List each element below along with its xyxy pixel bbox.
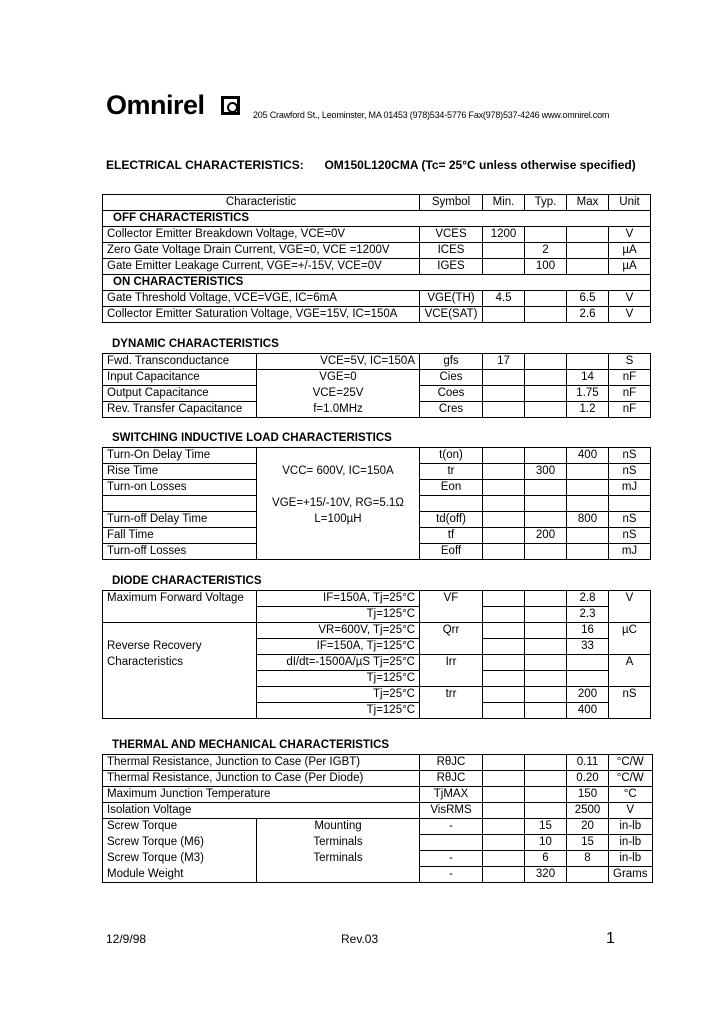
- cell-unit: [609, 671, 651, 687]
- cell-unit: [609, 639, 651, 655]
- cell-typ: [525, 639, 567, 655]
- table-row: [103, 703, 651, 719]
- cell-max: [567, 354, 609, 370]
- cell-typ: [525, 354, 567, 370]
- cell-condition: VGE=0: [257, 370, 420, 386]
- cell-max: [567, 243, 609, 259]
- cell-typ: [525, 607, 567, 623]
- cell-condition: [257, 528, 420, 544]
- cell-condition: Mounting: [257, 819, 420, 835]
- cell-characteristic: Turn-off Losses: [103, 544, 257, 560]
- cell-max: [567, 671, 609, 687]
- cell-characteristic: Collector Emitter Breakdown Voltage, VCE=0V: [103, 227, 420, 243]
- cell-typ: [525, 480, 567, 496]
- cell-symbol: ICES: [420, 243, 483, 259]
- cell-condition: Tj=125°C: [257, 703, 420, 719]
- cell-unit: nF: [609, 402, 651, 418]
- cell-condition: Terminals: [257, 851, 420, 867]
- cell-symbol: [420, 671, 483, 687]
- cell-symbol: tf: [420, 528, 483, 544]
- cell-symbol: Cres: [420, 402, 483, 418]
- cell-max: 2.6: [567, 307, 609, 323]
- cell-min: [483, 755, 525, 771]
- cell-unit: [609, 607, 651, 623]
- heading-condition: (Tc= 25°C unless otherwise specified): [421, 158, 636, 172]
- cell-condition: Tj=25°C: [257, 687, 420, 703]
- cell-min: [483, 803, 525, 819]
- section-title-off: OFF CHARACTERISTICS: [103, 211, 651, 227]
- cell-characteristic: Fwd. Transconductance: [103, 354, 257, 370]
- cell-max: 2.8: [567, 591, 609, 607]
- cell-characteristic: Screw Torque (M6): [103, 835, 257, 851]
- cell-max: 0.11: [567, 755, 609, 771]
- cell-typ: [525, 703, 567, 719]
- cell-symbol: IGES: [420, 259, 483, 275]
- cell-symbol: VF: [420, 591, 483, 607]
- cell-min: [483, 528, 525, 544]
- cell-max: 800: [567, 512, 609, 528]
- spec-table-main: [102, 194, 651, 323]
- cell-typ: [525, 402, 567, 418]
- cell-unit: µA: [609, 259, 651, 275]
- cell-max: [567, 480, 609, 496]
- cell-max: 400: [567, 703, 609, 719]
- table-row: [103, 655, 651, 671]
- cell-typ: [525, 512, 567, 528]
- cell-symbol: Irr: [420, 655, 483, 671]
- cell-unit: V: [609, 291, 651, 307]
- cell-max: [567, 227, 609, 243]
- cell-typ: [525, 671, 567, 687]
- col-characteristic: Characteristic: [103, 195, 420, 211]
- cell-min: [483, 771, 525, 787]
- cell-typ: [525, 755, 567, 771]
- cell-min: [483, 671, 525, 687]
- cell-symbol: [420, 639, 483, 655]
- cell-typ: 200: [525, 528, 567, 544]
- cell-condition: f=1.0MHz: [257, 402, 420, 418]
- spec-table-dynamic: [102, 353, 651, 418]
- cell-condition: IF=150A, Tj=25°C: [257, 591, 420, 607]
- cell-typ: 320: [525, 867, 567, 883]
- page-heading: [106, 158, 636, 172]
- cell-characteristic: [103, 496, 257, 512]
- cell-typ: [525, 655, 567, 671]
- cell-unit: in-lb: [609, 819, 653, 835]
- cell-max: [567, 259, 609, 275]
- omnirel-logo: Omnirel: [106, 90, 205, 120]
- section-title-diode: DIODE CHARACTERISTICS: [112, 575, 262, 587]
- cell-max: 20: [567, 819, 609, 835]
- cell-characteristic: Reverse Recovery: [103, 639, 257, 655]
- cell-characteristic: Collector Emitter Saturation Voltage, VGE=15V, IC=150A: [103, 307, 420, 323]
- cell-min: [483, 386, 525, 402]
- cell-characteristic: Rise Time: [103, 464, 257, 480]
- cell-symbol: trr: [420, 687, 483, 703]
- cell-max: 2500: [567, 803, 609, 819]
- table-row: [103, 819, 653, 835]
- cell-min: [483, 835, 525, 851]
- cell-symbol: RθJC: [420, 771, 483, 787]
- col-max: Max: [567, 195, 609, 211]
- cell-typ: [525, 591, 567, 607]
- cell-unit: nF: [609, 370, 651, 386]
- table-row: [103, 512, 651, 528]
- cell-typ: [525, 386, 567, 402]
- cell-max: 15: [567, 835, 609, 851]
- cell-unit: nS: [609, 528, 651, 544]
- cell-unit: V: [609, 803, 653, 819]
- table-row: [103, 803, 653, 819]
- cell-min: 4.5: [483, 291, 525, 307]
- cell-min: 17: [483, 354, 525, 370]
- section-title-switching: SWITCHING INDUCTIVE LOAD CHARACTERISTICS: [112, 432, 392, 444]
- cell-condition: [257, 480, 420, 496]
- table-row: [103, 787, 653, 803]
- cell-condition: Terminals: [257, 835, 420, 851]
- cell-typ: 15: [525, 819, 567, 835]
- section-row-off: [103, 211, 651, 227]
- cell-characteristic: Turn-On Delay Time: [103, 448, 257, 464]
- table-row: [103, 259, 651, 275]
- cell-typ: [525, 771, 567, 787]
- cell-typ: [525, 787, 567, 803]
- cell-symbol: Coes: [420, 386, 483, 402]
- cell-characteristic: Turn-on Losses: [103, 480, 257, 496]
- cell-condition: VGE=+15/-10V, RG=5.1Ω: [257, 496, 420, 512]
- spec-table-thermal: [102, 754, 653, 883]
- cell-typ: 300: [525, 464, 567, 480]
- cell-characteristic: Maximum Forward Voltage: [103, 591, 257, 607]
- cell-characteristic: [103, 623, 257, 639]
- section-title-dynamic: DYNAMIC CHARACTERISTICS: [112, 338, 279, 350]
- cell-min: [483, 512, 525, 528]
- cell-characteristic: Rev. Transfer Capacitance: [103, 402, 257, 418]
- cell-symbol: [420, 835, 483, 851]
- cell-unit: °C/W: [609, 771, 653, 787]
- cell-characteristic: Gate Threshold Voltage, VCE=VGE, IC=6mA: [103, 291, 420, 307]
- cell-unit: [609, 496, 651, 512]
- table-row: [103, 639, 651, 655]
- cell-characteristic: Zero Gate Voltage Drain Current, VGE=0, VCE =1200V: [103, 243, 420, 259]
- cell-characteristic: Module Weight: [103, 867, 257, 883]
- table-row: [103, 528, 651, 544]
- cell-unit: µC: [609, 623, 651, 639]
- cell-symbol: tr: [420, 464, 483, 480]
- table-row: [103, 386, 651, 402]
- cell-max: 1.75: [567, 386, 609, 402]
- cell-symbol: -: [420, 851, 483, 867]
- cell-symbol: gfs: [420, 354, 483, 370]
- cell-unit: nS: [609, 687, 651, 703]
- cell-min: [483, 496, 525, 512]
- cell-max: [567, 867, 609, 883]
- table-row: [103, 402, 651, 418]
- footer-revision: Rev.03: [341, 932, 379, 946]
- cell-condition: [257, 448, 420, 464]
- cell-typ: 100: [525, 259, 567, 275]
- cell-typ: [525, 448, 567, 464]
- cell-unit: µA: [609, 243, 651, 259]
- cell-max: 16: [567, 623, 609, 639]
- col-min: Min.: [483, 195, 525, 211]
- table-row: [103, 243, 651, 259]
- cell-symbol: td(off): [420, 512, 483, 528]
- cell-max: [567, 496, 609, 512]
- cell-typ: [525, 687, 567, 703]
- cell-unit: V: [609, 307, 651, 323]
- cell-min: [483, 851, 525, 867]
- cell-characteristic: [103, 607, 257, 623]
- cell-characteristic: Turn-off Delay Time: [103, 512, 257, 528]
- cell-symbol: RθJC: [420, 755, 483, 771]
- cell-characteristic: Thermal Resistance, Junction to Case (Per Diode): [103, 771, 420, 787]
- cell-condition: Tj=125°C: [257, 607, 420, 623]
- heading-part-number: OM150L120CMA: [324, 158, 419, 172]
- cell-min: [483, 787, 525, 803]
- company-address: 205 Crawford St., Leominster, MA 01453 (978)534-5776 Fax(978)537-4246 www.omnirel.com: [253, 110, 610, 120]
- table-row: [103, 671, 651, 687]
- cell-min: [483, 448, 525, 464]
- omnirel-logo-icon: [221, 96, 240, 115]
- cell-min: [483, 243, 525, 259]
- cell-condition: VCE=25V: [257, 386, 420, 402]
- cell-typ: [525, 623, 567, 639]
- table-row: [103, 227, 651, 243]
- cell-condition: [257, 867, 420, 883]
- cell-unit: S: [609, 354, 651, 370]
- cell-characteristic: Screw Torque: [103, 819, 257, 835]
- cell-symbol: TjMAX: [420, 787, 483, 803]
- cell-condition: Tj=125°C: [257, 671, 420, 687]
- cell-condition: VCC= 600V, IC=150A: [257, 464, 420, 480]
- table-row: [103, 544, 651, 560]
- cell-unit: in-lb: [609, 835, 653, 851]
- cell-condition: VR=600V, Tj=25°C: [257, 623, 420, 639]
- cell-condition: [257, 544, 420, 560]
- cell-min: [483, 402, 525, 418]
- cell-characteristic: [103, 671, 257, 687]
- cell-symbol: [420, 496, 483, 512]
- cell-min: [483, 703, 525, 719]
- cell-unit: mJ: [609, 544, 651, 560]
- cell-max: [567, 544, 609, 560]
- table-row: [103, 623, 651, 639]
- cell-condition: VCE=5V, IC=150A: [257, 354, 420, 370]
- section-title-on: ON CHARACTERISTICS: [103, 275, 651, 291]
- table-row: [103, 607, 651, 623]
- cell-characteristic: Thermal Resistance, Junction to Case (Per IGBT): [103, 755, 420, 771]
- cell-unit: °C: [609, 787, 653, 803]
- cell-typ: [525, 370, 567, 386]
- table-header-row: [103, 195, 651, 211]
- cell-min: [483, 687, 525, 703]
- cell-symbol: -: [420, 867, 483, 883]
- cell-unit: mJ: [609, 480, 651, 496]
- cell-typ: [525, 496, 567, 512]
- cell-typ: 10: [525, 835, 567, 851]
- cell-characteristic: Output Capacitance: [103, 386, 257, 402]
- spec-table-switching: [102, 447, 651, 560]
- table-row: [103, 851, 653, 867]
- cell-symbol: VCES: [420, 227, 483, 243]
- cell-max: 2.3: [567, 607, 609, 623]
- table-row: [103, 480, 651, 496]
- cell-unit: nS: [609, 512, 651, 528]
- cell-min: [483, 480, 525, 496]
- cell-max: [567, 528, 609, 544]
- cell-typ: [525, 307, 567, 323]
- cell-min: [483, 464, 525, 480]
- cell-characteristic: Maximum Junction Temperature: [103, 787, 420, 803]
- cell-condition: L=100µH: [257, 512, 420, 528]
- cell-symbol: Eoff: [420, 544, 483, 560]
- cell-min: [483, 591, 525, 607]
- table-row: [103, 370, 651, 386]
- table-row: [103, 591, 651, 607]
- cell-min: [483, 655, 525, 671]
- cell-unit: °C/W: [609, 755, 653, 771]
- cell-symbol: [420, 607, 483, 623]
- cell-min: [483, 607, 525, 623]
- section-row-on: [103, 275, 651, 291]
- cell-characteristic: Gate Emitter Leakage Current, VGE=+/-15V, VCE=0V: [103, 259, 420, 275]
- cell-characteristic: Fall Time: [103, 528, 257, 544]
- col-unit: Unit: [609, 195, 651, 211]
- cell-unit: nS: [609, 464, 651, 480]
- cell-max: 1.2: [567, 402, 609, 418]
- cell-symbol: VCE(SAT): [420, 307, 483, 323]
- cell-max: 33: [567, 639, 609, 655]
- cell-max: [567, 464, 609, 480]
- section-title-thermal: THERMAL AND MECHANICAL CHARACTERISTICS: [112, 739, 390, 751]
- cell-characteristic: Characteristics: [103, 655, 257, 671]
- cell-symbol: VGE(TH): [420, 291, 483, 307]
- cell-min: [483, 623, 525, 639]
- cell-min: 1200: [483, 227, 525, 243]
- table-row: [103, 291, 651, 307]
- cell-typ: [525, 291, 567, 307]
- cell-max: 0.20: [567, 771, 609, 787]
- cell-min: [483, 639, 525, 655]
- cell-characteristic: Isolation Voltage: [103, 803, 420, 819]
- cell-symbol: Cies: [420, 370, 483, 386]
- cell-max: 6.5: [567, 291, 609, 307]
- table-row: [103, 687, 651, 703]
- cell-symbol: Eon: [420, 480, 483, 496]
- cell-symbol: [420, 703, 483, 719]
- cell-typ: [525, 544, 567, 560]
- table-row: [103, 448, 651, 464]
- cell-symbol: VisRMS: [420, 803, 483, 819]
- col-symbol: Symbol: [420, 195, 483, 211]
- cell-min: [483, 544, 525, 560]
- cell-max: 400: [567, 448, 609, 464]
- cell-typ: [525, 803, 567, 819]
- cell-characteristic: Input Capacitance: [103, 370, 257, 386]
- cell-min: [483, 867, 525, 883]
- cell-condition: IF=150A, Tj=125°C: [257, 639, 420, 655]
- cell-min: [483, 307, 525, 323]
- cell-unit: nS: [609, 448, 651, 464]
- table-row: [103, 354, 651, 370]
- cell-typ: 2: [525, 243, 567, 259]
- footer-date: 12/9/98: [106, 932, 147, 946]
- cell-max: 150: [567, 787, 609, 803]
- page-number: 1: [606, 930, 615, 947]
- cell-unit: in-lb: [609, 851, 653, 867]
- cell-unit: Grams: [609, 867, 653, 883]
- cell-unit: nF: [609, 386, 651, 402]
- cell-min: [483, 819, 525, 835]
- table-row: [103, 755, 653, 771]
- cell-max: 14: [567, 370, 609, 386]
- table-row: [103, 464, 651, 480]
- cell-symbol: -: [420, 819, 483, 835]
- table-row: [103, 771, 653, 787]
- table-row: [103, 307, 651, 323]
- spec-table-diode: [102, 590, 651, 719]
- cell-unit: A: [609, 655, 651, 671]
- cell-symbol: Qrr: [420, 623, 483, 639]
- col-typ: Typ.: [525, 195, 567, 211]
- table-row: [103, 835, 653, 851]
- cell-characteristic: [103, 687, 257, 703]
- cell-max: 200: [567, 687, 609, 703]
- cell-typ: 6: [525, 851, 567, 867]
- cell-unit: [609, 703, 651, 719]
- table-row: [103, 496, 651, 512]
- cell-max: 8: [567, 851, 609, 867]
- cell-condition: dI/dt=-1500A/µS Tj=25°C: [257, 655, 420, 671]
- cell-max: [567, 655, 609, 671]
- cell-characteristic: [103, 703, 257, 719]
- cell-typ: [525, 227, 567, 243]
- cell-unit: V: [609, 591, 651, 607]
- cell-min: [483, 370, 525, 386]
- cell-characteristic: Screw Torque (M3): [103, 851, 257, 867]
- cell-symbol: t(on): [420, 448, 483, 464]
- cell-unit: V: [609, 227, 651, 243]
- table-row: [103, 867, 653, 883]
- heading-left: ELECTRICAL CHARACTERISTICS:: [106, 158, 304, 172]
- cell-min: [483, 259, 525, 275]
